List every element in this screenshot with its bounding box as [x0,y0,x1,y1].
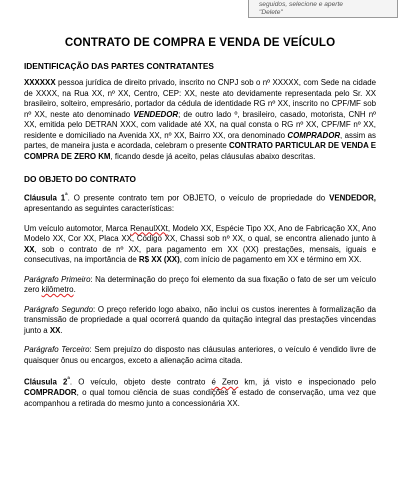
clause-1 [24,191,376,215]
clause-2-zero: é Zero [211,377,239,387]
paragraph-first-text-1: : Na determinação do preço foi elemento da sua fixação o fato de ser um veículo zero [24,274,376,295]
vehicle-text-2: , Modelo XX, Espécie Tipo XX, Ano de Fabricação XX, Ano Modelo XX, Cor XX, Placa XX, Código XX, Chassi sob nº XX, o qual, se encontra alienado junto à [24,223,377,244]
paragraph-first-label: Parágrafo Primeiro [24,274,91,284]
seller-id-placeholder: XXXXXX [24,78,56,87]
buyer-term: COMPRADOR [287,130,341,140]
paragraph-first-text-2: . [73,285,76,295]
paragraph-third-text: : Sem prejuízo do disposto nas cláusulas anteriores, o veículo é vendido livre de quaisquer ônus ou encargos, exceto a alienação acima citada. [24,345,377,365]
contract-name: CONTRATO PARTICULAR DE VENDA E COMPRA DE ZERO KM [24,141,377,161]
instruction-note-line-1: seguidos, selecione e aperte [259,1,343,8]
instruction-note-line-2: "Delete" [259,8,283,16]
vehicle-text-1: Um veículo automotor, Marca [24,223,131,233]
clause-2 [24,375,376,409]
clause-1-seller: VENDEDOR, [329,193,376,203]
parties-text-3: , assim as partes, de maneira justa e acordada, celebram o presente [24,130,377,150]
vehicle-brand: RenaulXXt [130,223,168,233]
section-heading-parties: IDENTIFICAÇÃO DAS PARTES CONTRATANTES [24,61,214,71]
document-title: CONTRATO DE COMPRA E VENDA DE VEÍCULO [64,36,336,49]
paragraph-second-text-2: . [60,325,63,335]
parties-text-1: pessoa jurídica de direito privado, inscrito no CNPJ sob o nº XXXXX, com Sede na cidade de XXXX, na Rua XX, nº XX, Centro, CEP: XX, neste ato devidamente representada pelo Sr. XX brasileiro, solteiro, empresário, portador da cédula de identidade RG nº XX, inscrito no CPF/MF sob nº XX, neste ato denominado [24,78,376,119]
clause-2-ordinal: ª [67,376,70,384]
document-body [24,36,376,418]
vehicle-lender: XX [24,244,35,254]
parties-text-2: ; de outro lado º, brasileiro, casado, motorista, CNH nº XX, emitida pelo DETRAN XXX, com validade até XX, na qual consta o RG nº XX, CPF/MF nº XX, residente e domiciliado na Avenida XX, nº XX, Bairro XX, ora denominado [24,109,376,140]
paragraph-vehicle [24,224,376,266]
vehicle-text-3: , sob o contrato de nº XX, para pagamento em XX (XX) prestações, mensais, iguais e consecutivas, na importância de [24,244,376,265]
clause-2-text-3: , o qual tomou ciência de suas condições e estado de conservação, uma vez que acompanhou a retirada do mesmo junto a concessionária XX. [24,388,376,408]
clause-2-text-1: . O veículo, objeto deste contrato [69,377,212,387]
parties-text-4: , ficando desde já aceito, pelas cláusulas abaixo descritas. [110,151,316,161]
instruction-note [248,0,398,18]
clause-1-label: Cláusula 1 [24,193,66,203]
paragraph-first [24,275,376,296]
paragraph-second-label: Parágrafo Segundo [24,304,93,314]
paragraph-third [24,345,376,366]
paragraph-third-label: Parágrafo Terceiro [24,345,90,355]
paragraph-parties [24,78,376,162]
clause-2-buyer: COMPRADOR [24,388,77,398]
clause-2-label: Cláusula 2 [24,377,68,387]
paragraph-second [24,305,376,337]
clause-1-ordinal: ª [65,192,68,199]
section-heading-object: DO OBJETO DO CONTRATO [24,174,137,184]
paragraph-second-xx: XX [49,325,61,335]
clause-2-text-2: km, já visto e inspecionado pelo [238,377,377,387]
clause-1-text-2: apresentando as seguintes características: [24,204,175,214]
seller-term: VENDEDOR [133,109,179,119]
paragraph-first-km: kilômetro [41,285,74,295]
vehicle-text-4: , com início de pagamento em XX e término em XX. [179,255,362,265]
clause-1-text-1: . O presente contrato tem por OBJETO, o veículo de propriedade do [67,193,330,203]
paragraph-second-text-1: : O preço referido logo abaixo, não inclui os custos inerentes à formalização da transmissão de propriedade a qual ocorrerá quando da quitação integral das prestações vincendas junto a [24,304,376,335]
vehicle-amount: R$ XX (XX) [138,255,180,265]
